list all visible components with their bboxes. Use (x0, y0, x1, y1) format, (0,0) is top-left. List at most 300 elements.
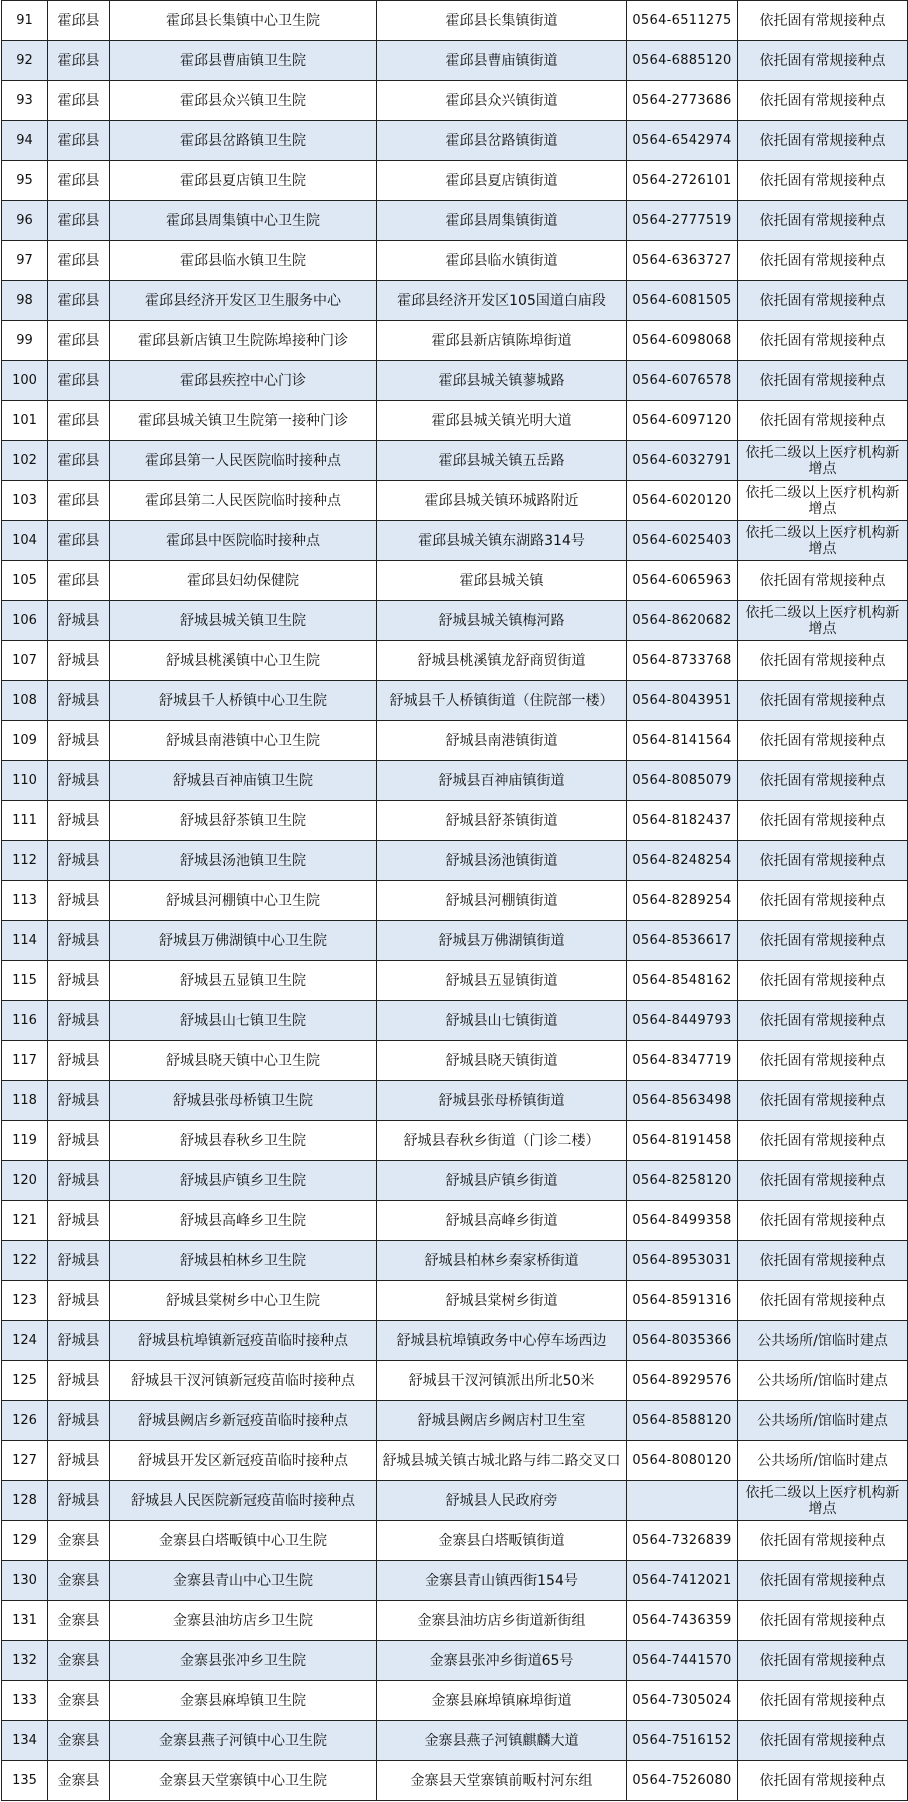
county-cell: 霍邱县 (48, 81, 110, 121)
phone-cell: 0564-8035366 (627, 1321, 738, 1361)
address-cell: 舒城县干汊河镇派出所北50米 (377, 1361, 627, 1401)
site-type-cell: 依托固有常规接种点 (738, 681, 908, 721)
table-row (2, 1521, 908, 1561)
row-number-cell: 132 (2, 1641, 48, 1681)
row-number-cell: 112 (2, 841, 48, 881)
site-type-cell: 依托固有常规接种点 (738, 401, 908, 441)
county-cell: 霍邱县 (48, 321, 110, 361)
site-type-cell: 依托二级以上医疗机构新增点 (738, 481, 908, 521)
address-cell: 舒城县山七镇街道 (377, 1001, 627, 1041)
row-number-cell: 94 (2, 121, 48, 161)
table-row (2, 881, 908, 921)
row-number-cell: 127 (2, 1441, 48, 1481)
site-type-cell: 依托固有常规接种点 (738, 1641, 908, 1681)
row-number-cell: 122 (2, 1241, 48, 1281)
county-cell: 霍邱县 (48, 41, 110, 81)
phone-cell: 0564-8449793 (627, 1001, 738, 1041)
table-row (2, 521, 908, 561)
address-cell: 霍邱县城关镇光明大道 (377, 401, 627, 441)
table-row (2, 241, 908, 281)
address-cell: 舒城县柏林乡秦家桥街道 (377, 1241, 627, 1281)
site-name-cell: 霍邱县经济开发区卫生服务中心 (110, 281, 377, 321)
site-type-cell: 依托固有常规接种点 (738, 41, 908, 81)
row-number-cell: 123 (2, 1281, 48, 1321)
phone-cell: 0564-7516152 (627, 1721, 738, 1761)
table-row (2, 1441, 908, 1481)
site-type-cell: 依托固有常规接种点 (738, 801, 908, 841)
county-cell: 金寨县 (48, 1761, 110, 1801)
county-cell: 舒城县 (48, 681, 110, 721)
site-type-cell: 依托固有常规接种点 (738, 1001, 908, 1041)
site-type-cell: 依托固有常规接种点 (738, 241, 908, 281)
site-type-cell: 依托固有常规接种点 (738, 361, 908, 401)
phone-cell: 0564-6020120 (627, 481, 738, 521)
address-cell: 舒城县人民政府旁 (377, 1481, 627, 1521)
phone-cell: 0564-6025403 (627, 521, 738, 561)
address-cell: 霍邱县临水镇街道 (377, 241, 627, 281)
address-cell: 霍邱县新店镇陈埠街道 (377, 321, 627, 361)
table-row (2, 161, 908, 201)
table-row (2, 1081, 908, 1121)
phone-cell: 0564-8733768 (627, 641, 738, 681)
phone-cell: 0564-8591316 (627, 1281, 738, 1321)
site-name-cell: 霍邱县中医院临时接种点 (110, 521, 377, 561)
table-row (2, 641, 908, 681)
county-cell: 舒城县 (48, 801, 110, 841)
county-cell: 舒城县 (48, 1001, 110, 1041)
row-number-cell: 124 (2, 1321, 48, 1361)
site-type-cell: 依托固有常规接种点 (738, 1161, 908, 1201)
table-row (2, 1161, 908, 1201)
site-type-cell: 依托固有常规接种点 (738, 721, 908, 761)
site-name-cell: 舒城县庐镇乡卫生院 (110, 1161, 377, 1201)
site-type-cell: 依托固有常规接种点 (738, 1, 908, 41)
table-row (2, 1, 908, 41)
row-number-cell: 131 (2, 1601, 48, 1641)
row-number-cell: 135 (2, 1761, 48, 1801)
site-name-cell: 舒城县干汊河镇新冠疫苗临时接种点 (110, 1361, 377, 1401)
address-cell: 舒城县春秋乡街道（门诊二楼） (377, 1121, 627, 1161)
site-name-cell: 舒城县汤池镇卫生院 (110, 841, 377, 881)
table-row (2, 401, 908, 441)
table-row (2, 121, 908, 161)
county-cell: 舒城县 (48, 1241, 110, 1281)
site-type-cell: 依托二级以上医疗机构新增点 (738, 521, 908, 561)
phone-cell: 0564-8182437 (627, 801, 738, 841)
row-number-cell: 101 (2, 401, 48, 441)
site-name-cell: 金寨县白塔畈镇中心卫生院 (110, 1521, 377, 1561)
row-number-cell: 116 (2, 1001, 48, 1041)
address-cell: 舒城县南港镇街道 (377, 721, 627, 761)
table-row (2, 721, 908, 761)
table-row (2, 1601, 908, 1641)
phone-cell: 0564-2777519 (627, 201, 738, 241)
address-cell: 金寨县燕子河镇麒麟大道 (377, 1721, 627, 1761)
site-name-cell: 霍邱县周集镇中心卫生院 (110, 201, 377, 241)
row-number-cell: 111 (2, 801, 48, 841)
row-number-cell: 130 (2, 1561, 48, 1601)
county-cell: 舒城县 (48, 601, 110, 641)
phone-cell: 0564-2726101 (627, 161, 738, 201)
table-row (2, 1761, 908, 1801)
site-type-cell: 依托二级以上医疗机构新增点 (738, 441, 908, 481)
site-type-cell: 依托固有常规接种点 (738, 1121, 908, 1161)
row-number-cell: 98 (2, 281, 48, 321)
row-number-cell: 97 (2, 241, 48, 281)
site-name-cell: 舒城县舒茶镇卫生院 (110, 801, 377, 841)
table-row (2, 1281, 908, 1321)
table-row (2, 81, 908, 121)
site-name-cell: 舒城县南港镇中心卫生院 (110, 721, 377, 761)
county-cell: 舒城县 (48, 1281, 110, 1321)
site-type-cell: 依托固有常规接种点 (738, 201, 908, 241)
county-cell: 舒城县 (48, 1161, 110, 1201)
address-cell: 舒城县河棚镇街道 (377, 881, 627, 921)
row-number-cell: 108 (2, 681, 48, 721)
site-name-cell: 舒城县开发区新冠疫苗临时接种点 (110, 1441, 377, 1481)
table-row (2, 1561, 908, 1601)
county-cell: 舒城县 (48, 881, 110, 921)
table-row (2, 1321, 908, 1361)
row-number-cell: 96 (2, 201, 48, 241)
table-row (2, 1681, 908, 1721)
county-cell: 舒城县 (48, 1401, 110, 1441)
county-cell: 金寨县 (48, 1721, 110, 1761)
table-row (2, 1041, 908, 1081)
site-type-cell: 依托固有常规接种点 (738, 1721, 908, 1761)
site-name-cell: 金寨县张冲乡卫生院 (110, 1641, 377, 1681)
site-name-cell: 舒城县五显镇卫生院 (110, 961, 377, 1001)
county-cell: 舒城县 (48, 1041, 110, 1081)
site-type-cell: 依托固有常规接种点 (738, 1761, 908, 1801)
site-name-cell: 舒城县阙店乡新冠疫苗临时接种点 (110, 1401, 377, 1441)
table-row (2, 961, 908, 1001)
row-number-cell: 114 (2, 921, 48, 961)
table-row (2, 1721, 908, 1761)
site-type-cell: 依托固有常规接种点 (738, 761, 908, 801)
address-cell: 霍邱县岔路镇街道 (377, 121, 627, 161)
site-type-cell: 依托固有常规接种点 (738, 1561, 908, 1601)
county-cell: 霍邱县 (48, 121, 110, 161)
phone-cell: 0564-6081505 (627, 281, 738, 321)
address-cell: 舒城县万佛湖镇街道 (377, 921, 627, 961)
phone-cell: 0564-6097120 (627, 401, 738, 441)
phone-cell: 0564-8043951 (627, 681, 738, 721)
phone-cell: 0564-6542974 (627, 121, 738, 161)
table-row (2, 1121, 908, 1161)
county-cell: 金寨县 (48, 1601, 110, 1641)
row-number-cell: 121 (2, 1201, 48, 1241)
table-row (2, 1241, 908, 1281)
address-cell: 霍邱县城关镇五岳路 (377, 441, 627, 481)
address-cell: 舒城县杭埠镇政务中心停车场西边 (377, 1321, 627, 1361)
row-number-cell: 118 (2, 1081, 48, 1121)
county-cell: 舒城县 (48, 1081, 110, 1121)
table-row (2, 601, 908, 641)
phone-cell: 0564-8563498 (627, 1081, 738, 1121)
table-row (2, 841, 908, 881)
site-name-cell: 霍邱县长集镇中心卫生院 (110, 1, 377, 41)
phone-cell: 0564-8248254 (627, 841, 738, 881)
site-name-cell: 霍邱县第二人民医院临时接种点 (110, 481, 377, 521)
county-cell: 舒城县 (48, 1201, 110, 1241)
site-name-cell: 霍邱县曹庙镇卫生院 (110, 41, 377, 81)
county-cell: 霍邱县 (48, 521, 110, 561)
phone-cell: 0564-7436359 (627, 1601, 738, 1641)
row-number-cell: 91 (2, 1, 48, 41)
county-cell: 舒城县 (48, 641, 110, 681)
site-type-cell: 公共场所/馆临时建点 (738, 1441, 908, 1481)
site-type-cell: 依托固有常规接种点 (738, 921, 908, 961)
address-cell: 金寨县油坊店乡街道新街组 (377, 1601, 627, 1641)
table-row (2, 1361, 908, 1401)
site-type-cell: 依托固有常规接种点 (738, 1601, 908, 1641)
row-number-cell: 125 (2, 1361, 48, 1401)
phone-cell: 0564-8191458 (627, 1121, 738, 1161)
address-cell: 舒城县汤池镇街道 (377, 841, 627, 881)
phone-cell: 0564-6885120 (627, 41, 738, 81)
site-name-cell: 舒城县万佛湖镇中心卫生院 (110, 921, 377, 961)
site-type-cell: 依托固有常规接种点 (738, 321, 908, 361)
table-row (2, 561, 908, 601)
county-cell: 金寨县 (48, 1641, 110, 1681)
table-row (2, 1401, 908, 1441)
row-number-cell: 103 (2, 481, 48, 521)
address-cell: 舒城县晓天镇街道 (377, 1041, 627, 1081)
site-name-cell: 霍邱县新店镇卫生院陈埠接种门诊 (110, 321, 377, 361)
site-name-cell: 舒城县山七镇卫生院 (110, 1001, 377, 1041)
site-name-cell: 舒城县千人桥镇中心卫生院 (110, 681, 377, 721)
address-cell: 舒城县庐镇乡街道 (377, 1161, 627, 1201)
site-type-cell: 依托固有常规接种点 (738, 281, 908, 321)
row-number-cell: 95 (2, 161, 48, 201)
address-cell: 霍邱县众兴镇街道 (377, 81, 627, 121)
site-type-cell: 依托固有常规接种点 (738, 1281, 908, 1321)
site-name-cell: 舒城县杭埠镇新冠疫苗临时接种点 (110, 1321, 377, 1361)
row-number-cell: 110 (2, 761, 48, 801)
phone-cell: 0564-7526080 (627, 1761, 738, 1801)
site-type-cell: 依托固有常规接种点 (738, 161, 908, 201)
site-type-cell: 依托固有常规接种点 (738, 1201, 908, 1241)
phone-cell: 0564-7412021 (627, 1561, 738, 1601)
row-number-cell: 93 (2, 81, 48, 121)
row-number-cell: 107 (2, 641, 48, 681)
phone-cell: 0564-6098068 (627, 321, 738, 361)
site-name-cell: 金寨县油坊店乡卫生院 (110, 1601, 377, 1641)
table-row (2, 1001, 908, 1041)
address-cell: 霍邱县城关镇东湖路314号 (377, 521, 627, 561)
site-type-cell: 依托固有常规接种点 (738, 1681, 908, 1721)
phone-cell: 0564-8953031 (627, 1241, 738, 1281)
phone-cell: 0564-8620682 (627, 601, 738, 641)
county-cell: 舒城县 (48, 961, 110, 1001)
site-name-cell: 金寨县天堂寨镇中心卫生院 (110, 1761, 377, 1801)
county-cell: 舒城县 (48, 1481, 110, 1521)
site-name-cell: 舒城县张母桥镇卫生院 (110, 1081, 377, 1121)
county-cell: 霍邱县 (48, 441, 110, 481)
county-cell: 霍邱县 (48, 281, 110, 321)
site-name-cell: 舒城县河棚镇中心卫生院 (110, 881, 377, 921)
row-number-cell: 106 (2, 601, 48, 641)
site-type-cell: 依托固有常规接种点 (738, 1521, 908, 1561)
table-row (2, 441, 908, 481)
county-cell: 霍邱县 (48, 481, 110, 521)
row-number-cell: 133 (2, 1681, 48, 1721)
row-number-cell: 129 (2, 1521, 48, 1561)
table-row (2, 921, 908, 961)
county-cell: 霍邱县 (48, 561, 110, 601)
site-name-cell: 金寨县青山中心卫生院 (110, 1561, 377, 1601)
table-row (2, 1481, 908, 1521)
site-name-cell: 霍邱县第一人民医院临时接种点 (110, 441, 377, 481)
phone-cell (627, 1481, 738, 1521)
county-cell: 舒城县 (48, 761, 110, 801)
site-name-cell: 霍邱县夏店镇卫生院 (110, 161, 377, 201)
site-type-cell: 依托固有常规接种点 (738, 81, 908, 121)
table-row (2, 761, 908, 801)
site-type-cell: 公共场所/馆临时建点 (738, 1401, 908, 1441)
phone-cell: 0564-6076578 (627, 361, 738, 401)
address-cell: 金寨县天堂寨镇前畈村河东组 (377, 1761, 627, 1801)
site-name-cell: 舒城县高峰乡卫生院 (110, 1201, 377, 1241)
phone-cell: 0564-8347719 (627, 1041, 738, 1081)
site-name-cell: 霍邱县城关镇卫生院第一接种门诊 (110, 401, 377, 441)
site-name-cell: 舒城县百神庙镇卫生院 (110, 761, 377, 801)
table-row (2, 321, 908, 361)
county-cell: 舒城县 (48, 721, 110, 761)
phone-cell: 0564-8289254 (627, 881, 738, 921)
address-cell: 金寨县白塔畈镇街道 (377, 1521, 627, 1561)
site-name-cell: 舒城县棠树乡中心卫生院 (110, 1281, 377, 1321)
phone-cell: 0564-7326839 (627, 1521, 738, 1561)
phone-cell: 0564-6363727 (627, 241, 738, 281)
site-name-cell: 舒城县人民医院新冠疫苗临时接种点 (110, 1481, 377, 1521)
county-cell: 舒城县 (48, 1321, 110, 1361)
phone-cell: 0564-8548162 (627, 961, 738, 1001)
county-cell: 舒城县 (48, 1121, 110, 1161)
address-cell: 金寨县青山镇西街154号 (377, 1561, 627, 1601)
row-number-cell: 119 (2, 1121, 48, 1161)
row-number-cell: 100 (2, 361, 48, 401)
county-cell: 金寨县 (48, 1681, 110, 1721)
county-cell: 舒城县 (48, 1441, 110, 1481)
site-name-cell: 舒城县城关镇卫生院 (110, 601, 377, 641)
site-name-cell: 舒城县桃溪镇中心卫生院 (110, 641, 377, 681)
phone-cell: 0564-6511275 (627, 1, 738, 41)
site-name-cell: 舒城县晓天镇中心卫生院 (110, 1041, 377, 1081)
address-cell: 金寨县张冲乡街道65号 (377, 1641, 627, 1681)
address-cell: 舒城县阙店乡阙店村卫生室 (377, 1401, 627, 1441)
table-row (2, 201, 908, 241)
phone-cell: 0564-8588120 (627, 1401, 738, 1441)
site-type-cell: 依托固有常规接种点 (738, 121, 908, 161)
row-number-cell: 128 (2, 1481, 48, 1521)
county-cell: 霍邱县 (48, 1, 110, 41)
county-cell: 金寨县 (48, 1521, 110, 1561)
address-cell: 舒城县桃溪镇龙舒商贸街道 (377, 641, 627, 681)
row-number-cell: 113 (2, 881, 48, 921)
county-cell: 霍邱县 (48, 361, 110, 401)
table-row (2, 281, 908, 321)
phone-cell: 0564-8085079 (627, 761, 738, 801)
address-cell: 舒城县五显镇街道 (377, 961, 627, 1001)
table-body (2, 1, 908, 1801)
address-cell: 霍邱县长集镇街道 (377, 1, 627, 41)
site-name-cell: 金寨县燕子河镇中心卫生院 (110, 1721, 377, 1761)
row-number-cell: 102 (2, 441, 48, 481)
address-cell: 舒城县城关镇梅河路 (377, 601, 627, 641)
county-cell: 舒城县 (48, 921, 110, 961)
phone-cell: 0564-8929576 (627, 1361, 738, 1401)
address-cell: 舒城县高峰乡街道 (377, 1201, 627, 1241)
address-cell: 舒城县张母桥镇街道 (377, 1081, 627, 1121)
site-name-cell: 霍邱县岔路镇卫生院 (110, 121, 377, 161)
row-number-cell: 109 (2, 721, 48, 761)
phone-cell: 0564-6032791 (627, 441, 738, 481)
row-number-cell: 99 (2, 321, 48, 361)
row-number-cell: 126 (2, 1401, 48, 1441)
address-cell: 舒城县棠树乡街道 (377, 1281, 627, 1321)
row-number-cell: 104 (2, 521, 48, 561)
table-row (2, 361, 908, 401)
address-cell: 霍邱县曹庙镇街道 (377, 41, 627, 81)
address-cell: 霍邱县夏店镇街道 (377, 161, 627, 201)
phone-cell: 0564-8141564 (627, 721, 738, 761)
site-type-cell: 公共场所/馆临时建点 (738, 1321, 908, 1361)
phone-cell: 0564-2773686 (627, 81, 738, 121)
table-row (2, 801, 908, 841)
county-cell: 霍邱县 (48, 401, 110, 441)
site-name-cell: 舒城县春秋乡卫生院 (110, 1121, 377, 1161)
address-cell: 霍邱县经济开发区105国道白庙段 (377, 281, 627, 321)
site-type-cell: 依托固有常规接种点 (738, 561, 908, 601)
site-name-cell: 霍邱县众兴镇卫生院 (110, 81, 377, 121)
site-type-cell: 依托固有常规接种点 (738, 841, 908, 881)
county-cell: 霍邱县 (48, 201, 110, 241)
county-cell: 霍邱县 (48, 241, 110, 281)
county-cell: 霍邱县 (48, 161, 110, 201)
phone-cell: 0564-8536617 (627, 921, 738, 961)
site-name-cell: 霍邱县疾控中心门诊 (110, 361, 377, 401)
row-number-cell: 92 (2, 41, 48, 81)
phone-cell: 0564-8080120 (627, 1441, 738, 1481)
phone-cell: 0564-8499358 (627, 1201, 738, 1241)
site-type-cell: 依托固有常规接种点 (738, 641, 908, 681)
site-name-cell: 霍邱县妇幼保健院 (110, 561, 377, 601)
site-type-cell: 依托二级以上医疗机构新增点 (738, 1481, 908, 1521)
address-cell: 舒城县百神庙镇街道 (377, 761, 627, 801)
table-row (2, 41, 908, 81)
county-cell: 金寨县 (48, 1561, 110, 1601)
phone-cell: 0564-7305024 (627, 1681, 738, 1721)
site-type-cell: 依托固有常规接种点 (738, 1041, 908, 1081)
site-name-cell: 舒城县柏林乡卫生院 (110, 1241, 377, 1281)
site-type-cell: 依托固有常规接种点 (738, 881, 908, 921)
address-cell: 舒城县城关镇古城北路与纬二路交叉口 (377, 1441, 627, 1481)
address-cell: 舒城县舒茶镇街道 (377, 801, 627, 841)
address-cell: 霍邱县周集镇街道 (377, 201, 627, 241)
row-number-cell: 120 (2, 1161, 48, 1201)
phone-cell: 0564-6065963 (627, 561, 738, 601)
county-cell: 舒城县 (48, 841, 110, 881)
site-type-cell: 依托固有常规接种点 (738, 1081, 908, 1121)
table-row (2, 481, 908, 521)
table-row (2, 1641, 908, 1681)
site-type-cell: 依托固有常规接种点 (738, 961, 908, 1001)
site-type-cell: 依托二级以上医疗机构新增点 (738, 601, 908, 641)
county-cell: 舒城县 (48, 1361, 110, 1401)
site-name-cell: 金寨县麻埠镇卫生院 (110, 1681, 377, 1721)
